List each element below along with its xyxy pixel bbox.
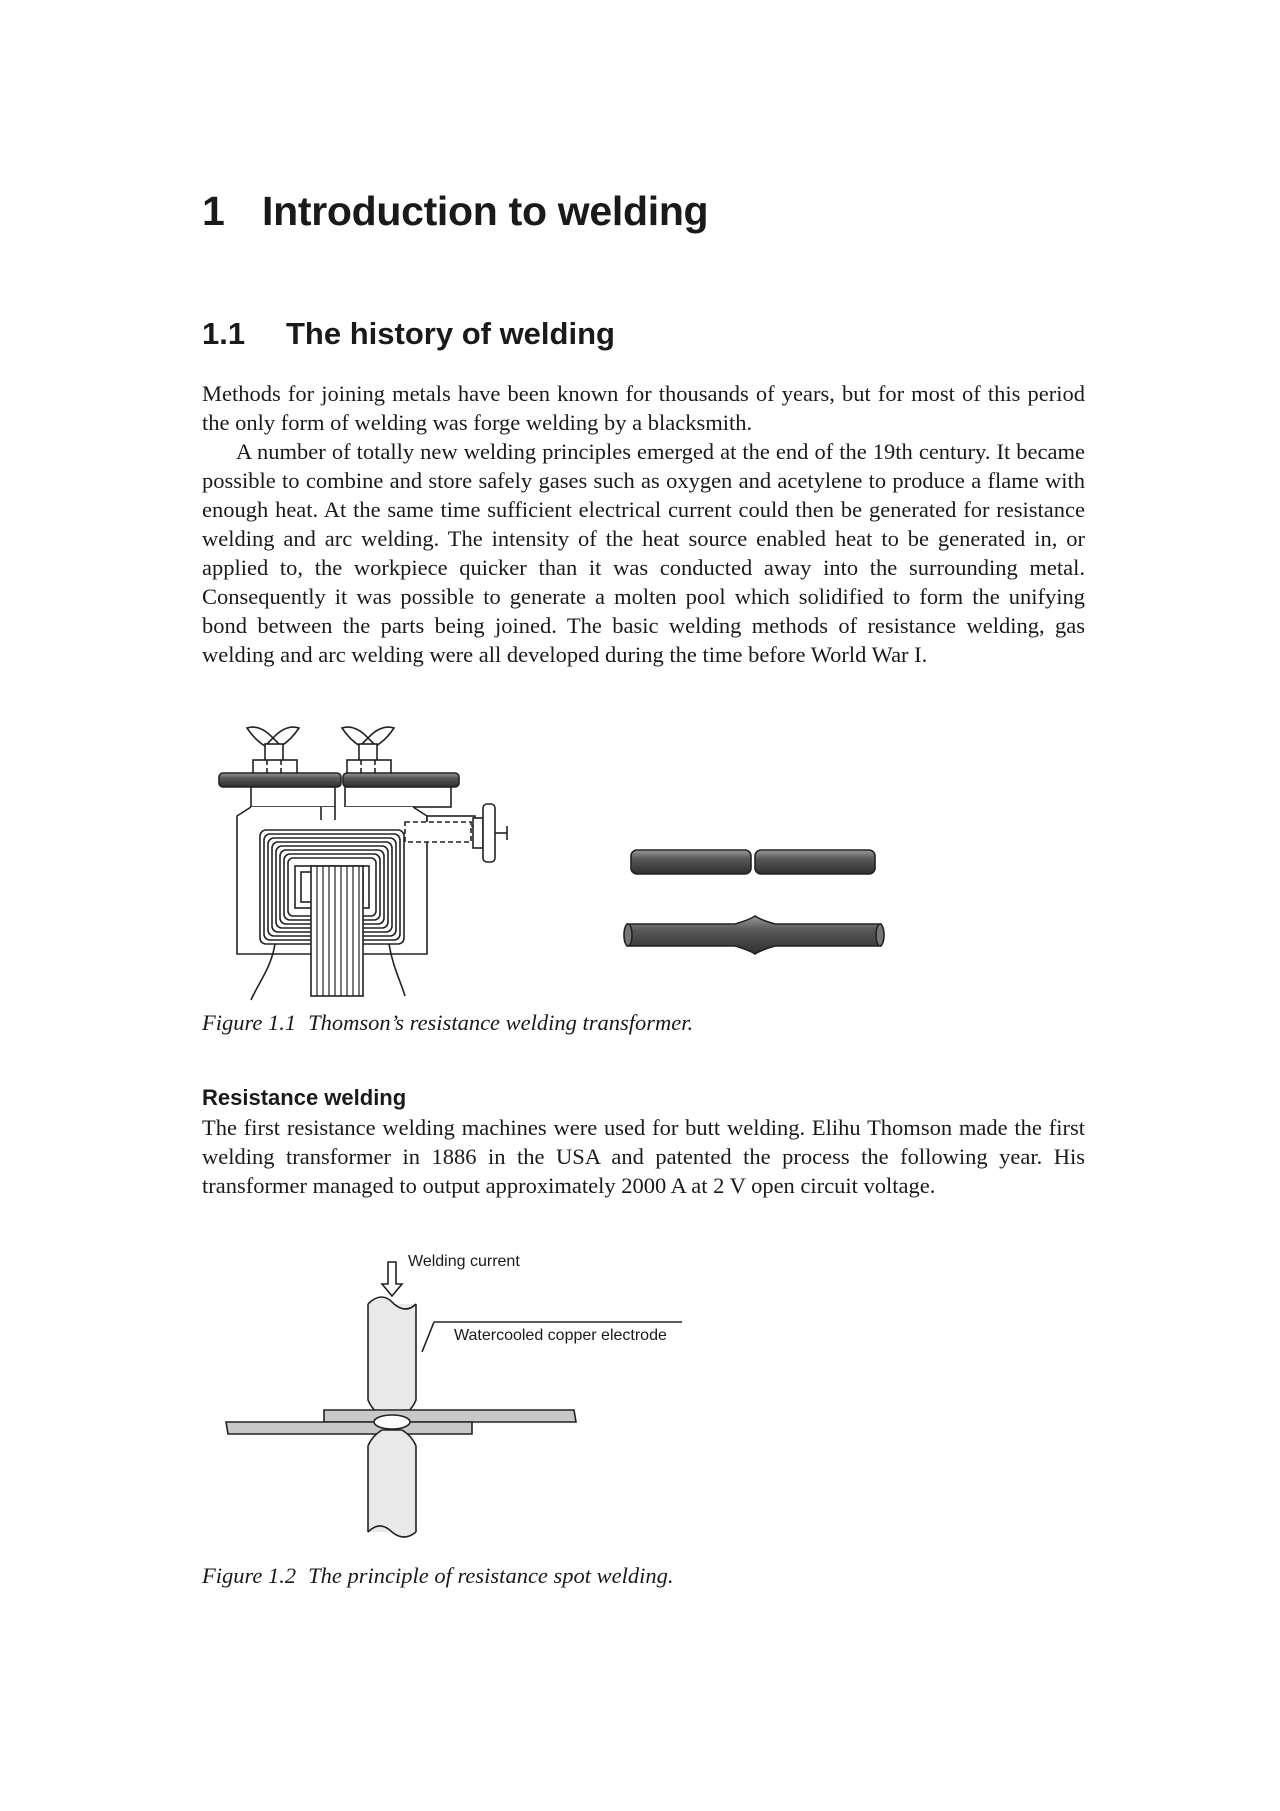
upper-electrode — [368, 1304, 416, 1416]
figure-2-number: Figure 1.2 — [202, 1563, 297, 1588]
lower-electrode — [368, 1430, 416, 1532]
arrow-down-icon — [382, 1262, 402, 1296]
figure-1-caption — [202, 1010, 693, 1036]
electrode-label: Watercooled copper electrode — [454, 1327, 667, 1344]
section-title: The history of welding — [286, 316, 615, 351]
subsection-heading: Resistance welding — [202, 1085, 407, 1110]
butt-weld-rods-illustration — [624, 850, 884, 954]
lower-sheet — [226, 1422, 472, 1434]
upper-sheet — [324, 1410, 576, 1422]
figure-2-caption — [202, 1563, 674, 1589]
chapter-number: 1 — [202, 188, 225, 234]
paragraph-forge-welding: Methods for joining metals have been known for thousands of years, but for most of this period the only form of welding was forge welding by a blacksmith. — [202, 381, 1085, 435]
chapter-heading — [202, 188, 708, 235]
weld-nugget — [374, 1415, 410, 1429]
figure-spot-welding — [222, 1250, 702, 1540]
section-heading — [202, 316, 615, 352]
chapter-title: Introduction to welding — [262, 188, 709, 234]
figure-thomson-transformer — [215, 720, 895, 1002]
paragraph-resistance-welding: The first resistance welding machines were used for butt welding. Elihu Thomson made the first welding transformer in 1886 in the USA and patented the process the following year. His transformer managed to output approximately 2000 A at 2 V open circuit voltage. — [202, 1115, 1085, 1198]
paragraph-new-principles: A number of totally new welding principles emerged at the end of the 19th century. It became possible to combine and store safely gases such as oxygen and acetylene to produce a flame with enough heat. At the same time sufficient electrical current could then be generated for resistance welding and arc welding. The intensity of the heat source enabled heat to be generated in, or applied to, the workpiece quicker than it was conducted away into the surrounding metal. Consequently it was possible to generate a molten pool which solidified to form the unifying bond between the parts being joined. The basic welding methods of resistance welding, gas welding and arc welding were all developed during the time before World War I. — [202, 439, 1085, 667]
figure-2-text: The principle of resistance spot welding. — [308, 1563, 674, 1588]
transformer-drawing — [219, 727, 507, 1000]
section-number: 1.1 — [202, 316, 246, 351]
figure-1-number: Figure 1.1 — [202, 1010, 297, 1035]
figure-1-text: Thomson’s resistance welding transformer. — [308, 1010, 694, 1035]
welding-current-label: Welding current — [408, 1253, 520, 1270]
